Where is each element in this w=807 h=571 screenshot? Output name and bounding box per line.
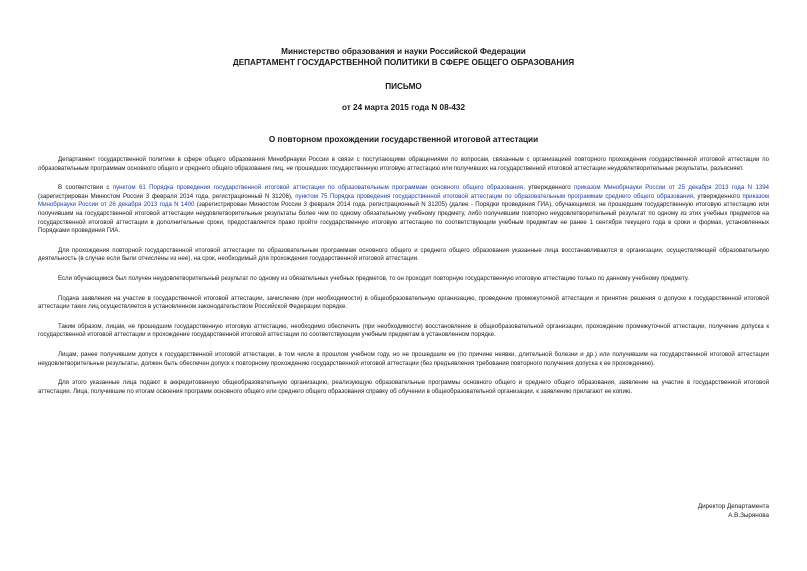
text-fragment: , утвержденного [523,184,575,192]
link-order-61[interactable]: пунктом 61 Порядка проведения государственной итоговой аттестации по образовательным программам основного общего образования [112,184,524,192]
link-order-1400[interactable]: приказом Минобрнауки России от 26 декабря 2013 года N 1400 [38,192,770,209]
document-date-number: от 24 марта 2015 года N 08-432 [341,103,466,112]
link-order-75[interactable]: пунктом 75 Порядка проведения государственной итоговой аттестации по образовательным программам среднего общего образования [295,192,694,200]
paragraph-prior-admission: Лицам, ранее получившим допуск к государственной итоговой аттестации, в том числе в прошлом учебном году, но не прошедшим ее (по причине неявки, длительной болезни и др.) или получившим на государственной итоговой аттестации неудовлетворительные результаты, должен быть обеспечен допуск к повторному прохождению государственной итоговой аттестации (без предъявления требования повторного получения допуска к ее прохождению). [38,350,769,367]
paragraph-intro: Департамент государственной политики в сфере общего образования Минобрнауки России в связи с поступающими обращениями по вопросам, связанным с организацией повторного прохождения государственной итоговой аттестации по образовательным программам основного общего и среднего общего образования лиц, не прошедших государственную итоговую аттестацию или получивших на государственной итоговой аттестации неудовлетворительные результаты, разъясняет. [38,156,769,172]
department-title: ДЕПАРТАМЕНТ ГОСУДАРСТВЕННОЙ ПОЛИТИКИ В СФЕРЕ ОБЩЕГО ОБРАЗОВАНИЯ [232,58,575,67]
paragraph-legal-basis [38,184,769,236]
paragraph-conclusion: Таким образом, лицам, не прошедшим государственную итоговую аттестацию, необходимо обеспечить (при необходимости) восстановление в общеобразовательной организации, прохождение промежуточной аттестации, получение допуска к государственной итоговой аттестации и прохождение государственной итоговой аттестации по соответствующим учебным предметам в установленном порядке. [38,322,769,339]
signature-name: А.В.Зырянова [728,512,769,519]
signature-block [698,502,769,520]
text-fragment: (зарегистрирован Минюстом России 3 февраля 2014 года, регистрационный N 31205) (далее - Порядки проведения ГИА), обучающимся, не прошедшим государственную итоговую аттестацию или получившим на государственной итоговой аттестации неудовлетворительные результаты более чем по одному обязательному учебному предмету, либо получившим повторно неудовлетворительный результат по одному из этих учебных предметов на государственной итоговой аттестации в дополнительные сроки, предоставляется право пройти государственную итоговую аттестацию по соответствующим учебным предметам не ранее 1 сентября текущего года в сроки и формах, установленных Порядками проведения ГИА. [38,201,769,235]
text-fragment: , утвержденного [693,192,743,200]
link-order-1394[interactable]: приказом Минобрнауки России от 25 декабря 2013 года N 1394 [574,184,770,192]
text-fragment: (зарегистрирован Минюстом России 3 февраля 2014 года, регистрационный N 31206), [38,192,296,200]
paragraph-restoration: Для прохождения повторной государственной итоговой аттестации по образовательным программам основного общего и среднего общего образования указанные лица восстанавливаются в организации, осуществляющей образовательную деятельность (в случае если были отчислены из нее), на срок, необходимый для прохождения государственной итоговой аттестации. [38,246,769,263]
paragraph-application: Подача заявления на участие в государственной итоговой аттестации, зачисление (при необходимости) в общеобразовательную организацию, проведение промежуточной аттестации и принятие решения о допуске к государственной итоговой аттестации таких лиц осуществляется в установленном законодательством Российской Федерации порядке. [38,294,769,311]
ministry-title: Министерство образования и науки Российской Федерации [281,47,526,56]
document-type: ПИСЬМО [385,82,422,91]
text-fragment: В соответствии с [58,184,113,192]
paragraph-procedure: Для этого указанные лица подают в аккредитованную общеобразовательную организацию, реализующую образовательные программы основного общего и среднего общего образования, заявление на участие в государственной итоговой аттестации. Лица, получившие по итогам освоения программ основного общего или среднего общего образования справку об обучении в общеобразовательной организации, к заявлению прилагают ее копию. [38,379,769,395]
document-body [38,156,769,407]
signature-position: Директор Департамента [697,503,769,510]
paragraph-single-subject: Если обучающимся был получен неудовлетворительный результат по одному из обязательных учебных предметов, то он проходит повторную государственную итоговую аттестацию только по данному учебному предмету. [58,274,689,282]
document-subject: О повторном прохождении государственной итоговой аттестации [268,135,539,144]
